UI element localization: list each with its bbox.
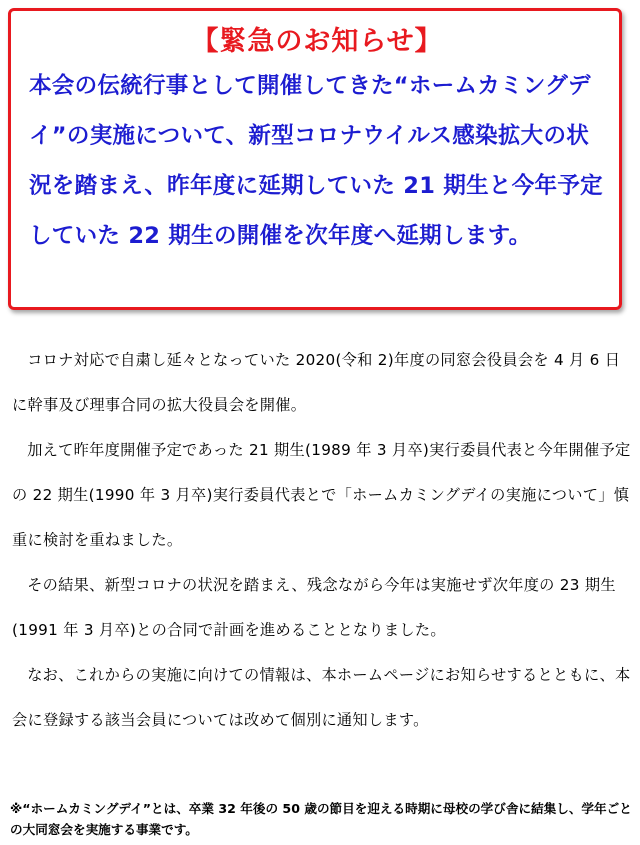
body-paragraph-3: その結果、新型コロナの状況を踏まえ、残念ながら今年は実施せず次年度の 23 期生(1991 年 3 月卒)との合同で計画を進めることとなりました。 — [12, 576, 616, 639]
body-paragraph-1: コロナ対応で自粛し延々となっていた 2020(令和 2)年度の同窓会役員会を 4 月 6 日に幹事及び理事合同の拡大役員会を開催。 — [12, 351, 621, 414]
notice-text: 本会の伝統行事として開催してきた“ホームカミングデイ”の実施について、新型コロナウイルス感染拡大の状況を踏まえ、昨年度に延期していた 21 期生と今年予定していた 22 期生の開催を次年度へ延期します。 — [29, 73, 603, 249]
footnote: ※“ホームカミングデイ”とは、卒業 32 年後の 50 歳の節目を迎える時期に母校の学び舎に結集し、学年ごとの大同窓会を実施する事業です。 — [10, 801, 632, 837]
body-paragraph-2: 加えて昨年度開催予定であった 21 期生(1989 年 3 月卒)実行委員代表と今年開催予定の 22 期生(1990 年 3 月卒)実行委員代表とで「ホームカミングデイの実施について」慎重に検討を重ねました。 — [12, 441, 631, 549]
urgent-notice-box — [8, 8, 622, 310]
notice-title: 【緊急のお知らせ】 — [191, 26, 443, 57]
announcement-body — [12, 338, 632, 743]
body-paragraph-4: なお、これからの実施に向けての情報は、本ホームページにお知らせするとともに、本会に登録する該当会員については改めて個別に通知します。 — [12, 666, 631, 729]
